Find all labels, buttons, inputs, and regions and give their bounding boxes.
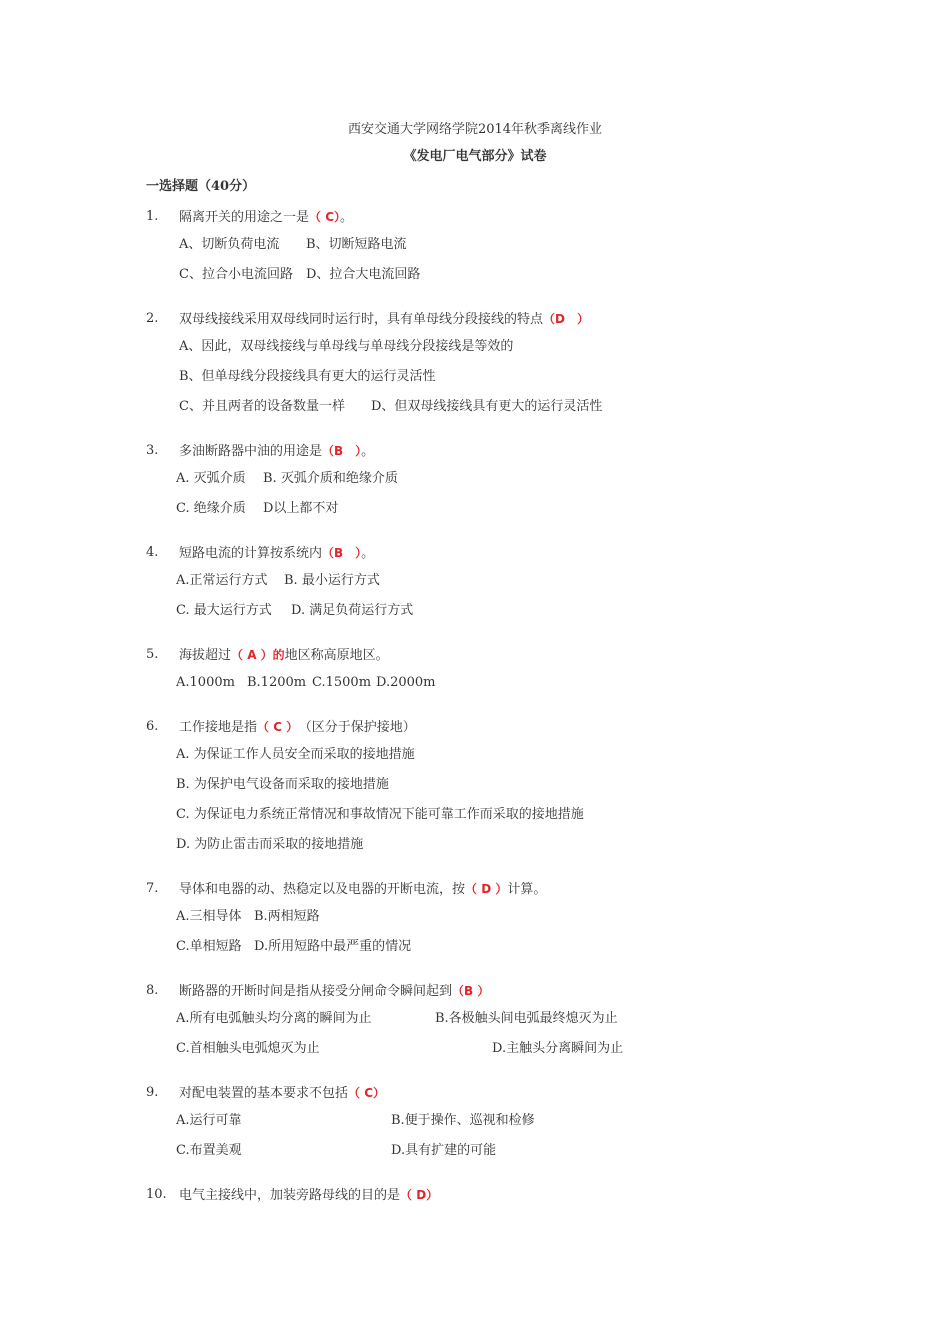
option: A、切断负荷电流: [179, 237, 280, 252]
option: B. 灭弧介质和绝缘介质: [263, 471, 398, 486]
option: B.便于操作、巡视和检修: [391, 1113, 535, 1128]
option: C.首相触头电弧熄灭为止: [176, 1041, 320, 1056]
option: C、拉合小电流回路: [179, 267, 293, 282]
option: A.1000m: [176, 675, 235, 690]
question-number: 6.: [146, 719, 159, 734]
question-stem: 对配电装置的基本要求不包括（ C）: [179, 1086, 386, 1101]
option: C.1500m: [312, 675, 372, 690]
option: A.三相导体: [176, 909, 242, 924]
question-stem: 断路器的开断时间是指从接受分闸命令瞬间起到（B ）: [179, 984, 490, 999]
question-4: [146, 542, 846, 626]
question-2: [146, 308, 846, 422]
question-number: 8.: [146, 983, 159, 998]
exam-subtitle: 《发电厂电气部分》试卷: [403, 149, 547, 164]
option: C. 最大运行方式: [176, 603, 272, 618]
question-1: [146, 206, 846, 290]
option: A.所有电弧触头均分离的瞬间为止: [176, 1011, 372, 1026]
option: D.主触头分离瞬间为止: [492, 1041, 624, 1056]
answer: （ C）: [309, 210, 341, 224]
option: D.所用短路中最严重的情况: [254, 939, 412, 954]
option: B.1200m: [247, 675, 307, 690]
question-stem: 海拔超过（ A ）的地区称高原地区。: [179, 648, 389, 663]
question-number: 9.: [146, 1085, 159, 1100]
question-5: [146, 644, 846, 698]
question-number: 1.: [146, 209, 159, 224]
option: C. 为保证电力系统正常情况和事故情况下能可靠工作而采取的接地措施: [176, 807, 584, 822]
option: B、但单母线分段接线具有更大的运行灵活性: [179, 369, 436, 384]
option: B、切断短路电流: [306, 237, 407, 252]
option: D. 满足负荷运行方式: [291, 603, 414, 618]
option: A、因此，双母线接线与单母线与单母线分段接线是等效的: [179, 339, 514, 354]
option: D. 为防止雷击而采取的接地措施: [176, 837, 364, 852]
question-stem: 多油断路器中油的用途是（B ）。: [179, 444, 375, 459]
option: D.2000m: [376, 675, 436, 690]
question-number: 3.: [146, 443, 159, 458]
answer: （ D ）: [465, 882, 508, 896]
option: A.正常运行方式: [176, 573, 268, 588]
option: C、并且两者的设备数量一样: [179, 399, 345, 414]
answer: （B ）: [322, 444, 362, 458]
question-stem: 电气主接线中，加装旁路母线的目的是（ D）: [179, 1188, 439, 1203]
document-title: 西安交通大学网络学院2014年秋季离线作业: [347, 122, 603, 137]
question-number: 5.: [146, 647, 159, 662]
option: D、但双母线接线具有更大的运行灵活性: [371, 399, 603, 414]
option: C. 绝缘介质: [176, 501, 246, 516]
question-number: 7.: [146, 881, 159, 896]
option: B.两相短路: [254, 909, 320, 924]
option: D以上都不对: [263, 501, 339, 516]
question-stem: 双母线接线采用双母线同时运行时，具有单母线分段接线的特点（D ）: [179, 312, 589, 327]
answer: （B ）: [322, 546, 362, 560]
answer: （B ）: [452, 984, 490, 998]
answer: （ D）: [400, 1188, 439, 1202]
question-stem: 隔离开关的用途之一是（ C）。: [179, 210, 354, 225]
question-stem: 短路电流的计算按系统内（B ）。: [179, 546, 375, 561]
answer: （ A ）的: [231, 648, 285, 662]
question-number: 4.: [146, 545, 159, 560]
question-stem: 工作接地是指（ C ） （区分于保护接地）: [179, 720, 416, 735]
answer: （D ）: [543, 312, 589, 326]
question-8: [146, 980, 846, 1064]
option: C.布置美观: [176, 1143, 242, 1158]
question-3: [146, 440, 846, 524]
section-heading: 一选择题（40分）: [146, 179, 256, 194]
option: B.各极触头间电弧最终熄灭为止: [435, 1011, 618, 1026]
question-stem: 导体和电器的动、热稳定以及电器的开断电流，按（ D ）计算。: [179, 882, 547, 897]
option: D、拉合大电流回路: [306, 267, 421, 282]
answer: （ C ）: [257, 720, 293, 734]
option: C.单相短路: [176, 939, 242, 954]
option: A. 为保证工作人员安全而采取的接地措施: [176, 747, 415, 762]
option: B. 为保护电气设备而采取的接地措施: [176, 777, 389, 792]
answer: （ C）: [348, 1086, 386, 1100]
option: B. 最小运行方式: [284, 573, 380, 588]
question-7: [146, 878, 846, 962]
question-6: [146, 716, 846, 860]
option: A. 灭弧介质: [176, 471, 246, 486]
question-10: [146, 1184, 846, 1206]
question-number: 2.: [146, 311, 159, 326]
question-number: 10.: [146, 1187, 167, 1202]
option: A.运行可靠: [176, 1113, 242, 1128]
option: D.具有扩建的可能: [391, 1143, 497, 1158]
question-9: [146, 1082, 846, 1166]
